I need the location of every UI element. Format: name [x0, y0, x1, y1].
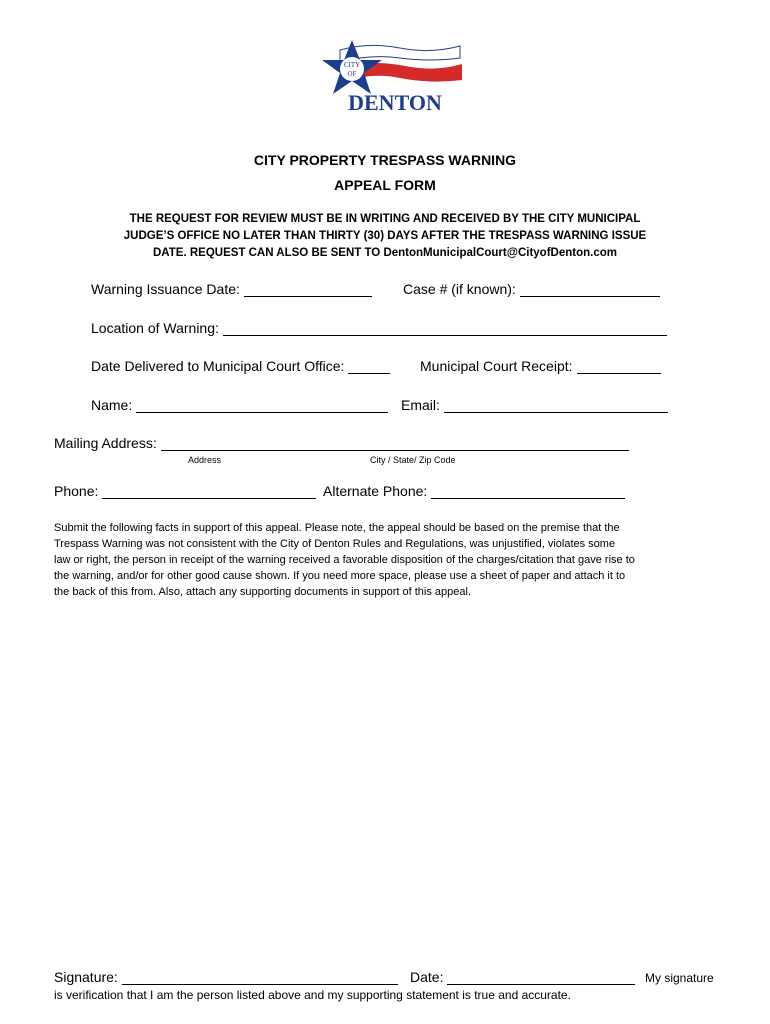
name-field[interactable]: Name:: [91, 397, 388, 413]
signature-line[interactable]: [122, 970, 398, 985]
city-of-denton-logo: [300, 36, 470, 116]
appeal-statement-area[interactable]: [54, 610, 721, 960]
case-number-field[interactable]: Case # (if known):: [403, 281, 660, 297]
phone-line[interactable]: [102, 484, 316, 499]
svg-text:OF: OF: [347, 70, 357, 78]
signature-note-end: is verification that I am the person listed above and my supporting statement is true and accurate.: [54, 988, 571, 1002]
city-state-zip-hint: City / State/ Zip Code: [370, 455, 456, 465]
mailing-address-line[interactable]: [161, 436, 629, 451]
warning-issuance-date-field[interactable]: Warning Issuance Date:: [91, 281, 372, 297]
form-subtitle: APPEAL FORM: [334, 177, 436, 193]
review-notice: THE REQUEST FOR REVIEW MUST BE IN WRITING AND RECEIVED BY THE CITY MUNICIPAL JUDGE’S OFFICE NO LATER THAN THIRTY (30) DAYS AFTER THE TRESPASS WARNING ISSUE DATE. REQUEST CAN ALSO BE SENT TO DentonMunicipalCourt@CityofDenton.com: [123, 213, 647, 259]
mailing-address-field[interactable]: Mailing Address:: [54, 435, 629, 451]
email-field[interactable]: Email:: [401, 397, 668, 413]
signature-field[interactable]: Signature:: [54, 969, 398, 985]
form-title: CITY PROPERTY TRESPASS WARNING: [253, 152, 517, 168]
appeal-instructions: Submit the following facts in support of this appeal. Please note, the appeal should be based on the premise that the Trespass Warning was not consistent with the City of Denton Rules and Regulations, was unjustified, violates some law or right, the person in receipt of the warning received a favorable disposition of the charges/citation that gave rise to the warning, and/or for other good cause shown. If you need more space, please use a sheet of paper and attach it to the back of this from. Also, attach any supporting documents in support of this appeal.: [54, 522, 635, 598]
svg-text:CITY: CITY: [343, 61, 361, 69]
date-delivered-line[interactable]: [348, 359, 390, 374]
court-receipt-field[interactable]: Municipal Court Receipt:: [420, 358, 661, 374]
court-receipt-line[interactable]: [577, 359, 661, 374]
case-number-line[interactable]: [520, 282, 660, 297]
address-hint: Address: [188, 455, 222, 465]
alternate-phone-field[interactable]: Alternate Phone:: [323, 483, 625, 499]
phone-field[interactable]: Phone:: [54, 483, 316, 499]
location-of-warning-field[interactable]: Location of Warning:: [91, 320, 667, 336]
email-line[interactable]: [444, 398, 668, 413]
location-of-warning-line[interactable]: [223, 321, 667, 336]
warning-issuance-date-line[interactable]: [244, 282, 372, 297]
signature-note-start: My signature: [645, 971, 714, 985]
svg-text:DENTON: DENTON: [348, 90, 442, 115]
signature-date-field[interactable]: Date:: [410, 969, 635, 985]
date-delivered-field[interactable]: Date Delivered to Municipal Court Office:: [91, 358, 390, 374]
signature-date-line[interactable]: [447, 970, 635, 985]
alternate-phone-line[interactable]: [431, 484, 625, 499]
name-line[interactable]: [136, 398, 388, 413]
